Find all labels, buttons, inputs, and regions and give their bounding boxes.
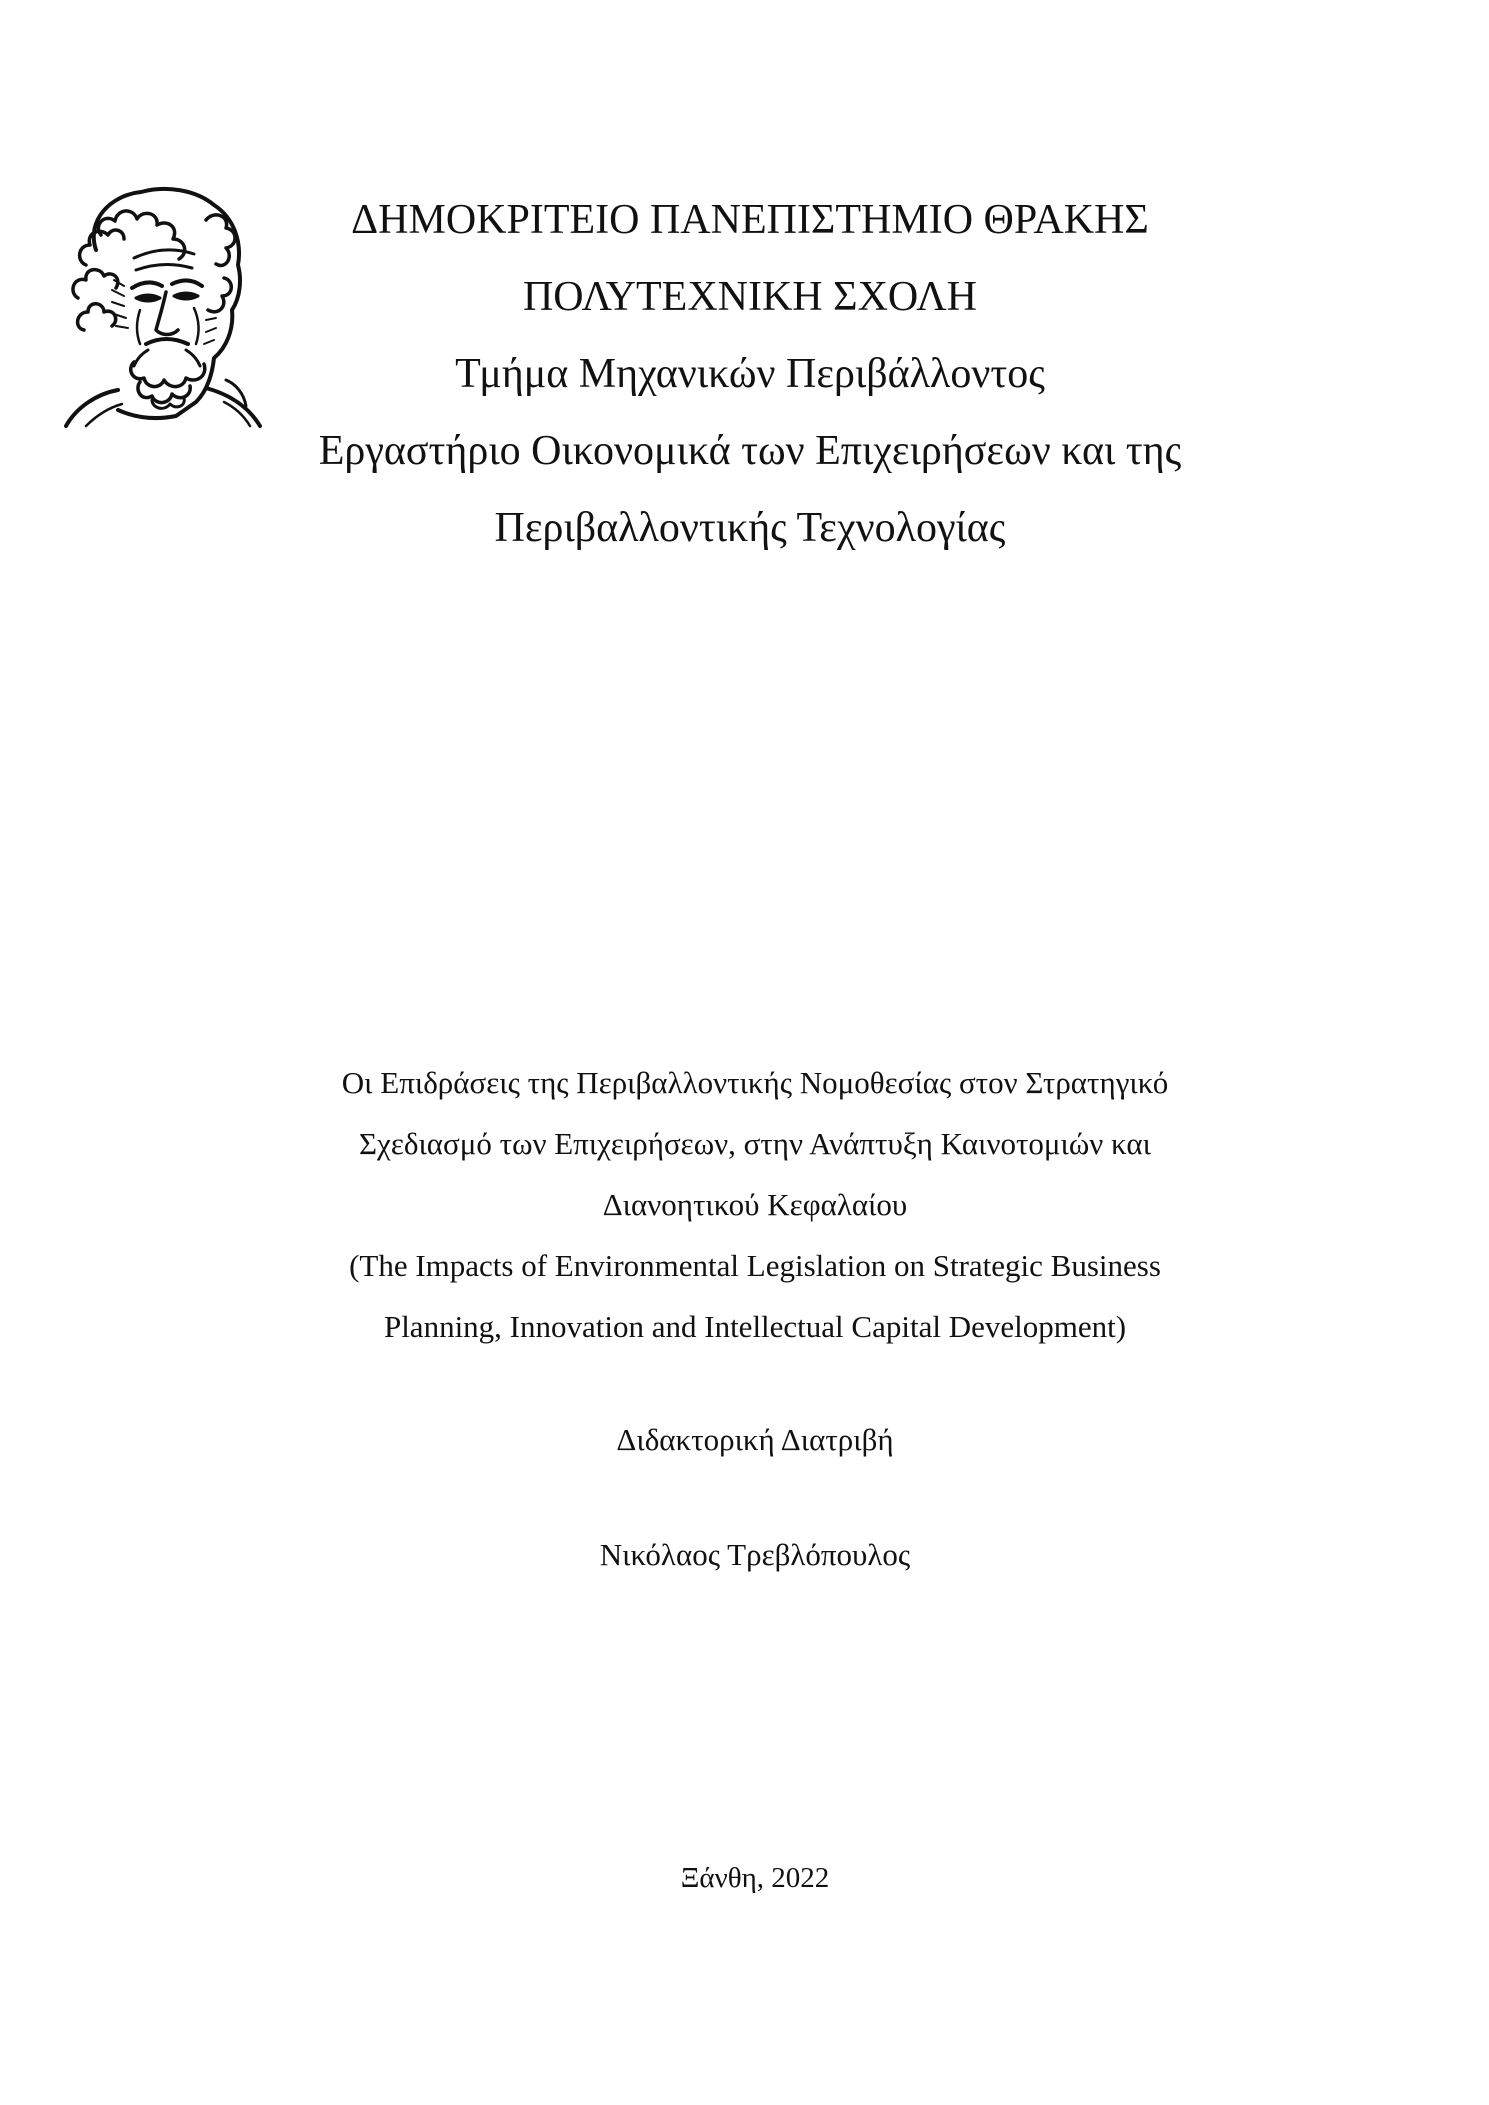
institution-header bbox=[270, 182, 1230, 567]
title-english-line1: (The Impacts of Environmental Legislation on Strategic Business bbox=[349, 1248, 1161, 1283]
document-type: Διδακτορική Διατριβή bbox=[616, 1422, 894, 1457]
title-greek-line3: Διανοητικού Κεφαλαίου bbox=[602, 1187, 908, 1222]
title-greek-line2: Σχεδιασμό των Επιχειρήσεων, στην Ανάπτυξη Καινοτομιών και bbox=[359, 1126, 1151, 1161]
department-name: Τμήμα Μηχανικών Περιβάλλοντος bbox=[455, 351, 1045, 397]
thesis-title bbox=[200, 1052, 1310, 1357]
laboratory-name-line1: Εργαστήριο Οικονομικά των Επιχειρήσεων και της bbox=[318, 428, 1182, 474]
place-and-date: Ξάνθη, 2022 bbox=[680, 1862, 830, 1894]
laboratory-name-line2: Περιβαλλοντικής Τεχνολογίας bbox=[494, 505, 1006, 551]
author-name: Νικόλαος Τρεβλόπουλος bbox=[599, 1537, 911, 1572]
school-name: ΠΟΛΥΤΕΧΝΙΚΗ ΣΧΟΛΗ bbox=[522, 274, 978, 320]
university-name: ΔΗΜΟΚΡΙΤΕΙΟ ΠΑΝΕΠΙΣΤΗΜΙΟ ΘΡΑΚΗΣ bbox=[351, 197, 1149, 243]
title-greek-line1: Οι Επιδράσεις της Περιβαλλοντικής Νομοθεσίας στον Στρατηγικό bbox=[341, 1065, 1169, 1100]
title-english-line2: Planning, Innovation and Intellectual Capital Development) bbox=[383, 1309, 1127, 1344]
democritus-portrait-icon bbox=[56, 180, 266, 430]
